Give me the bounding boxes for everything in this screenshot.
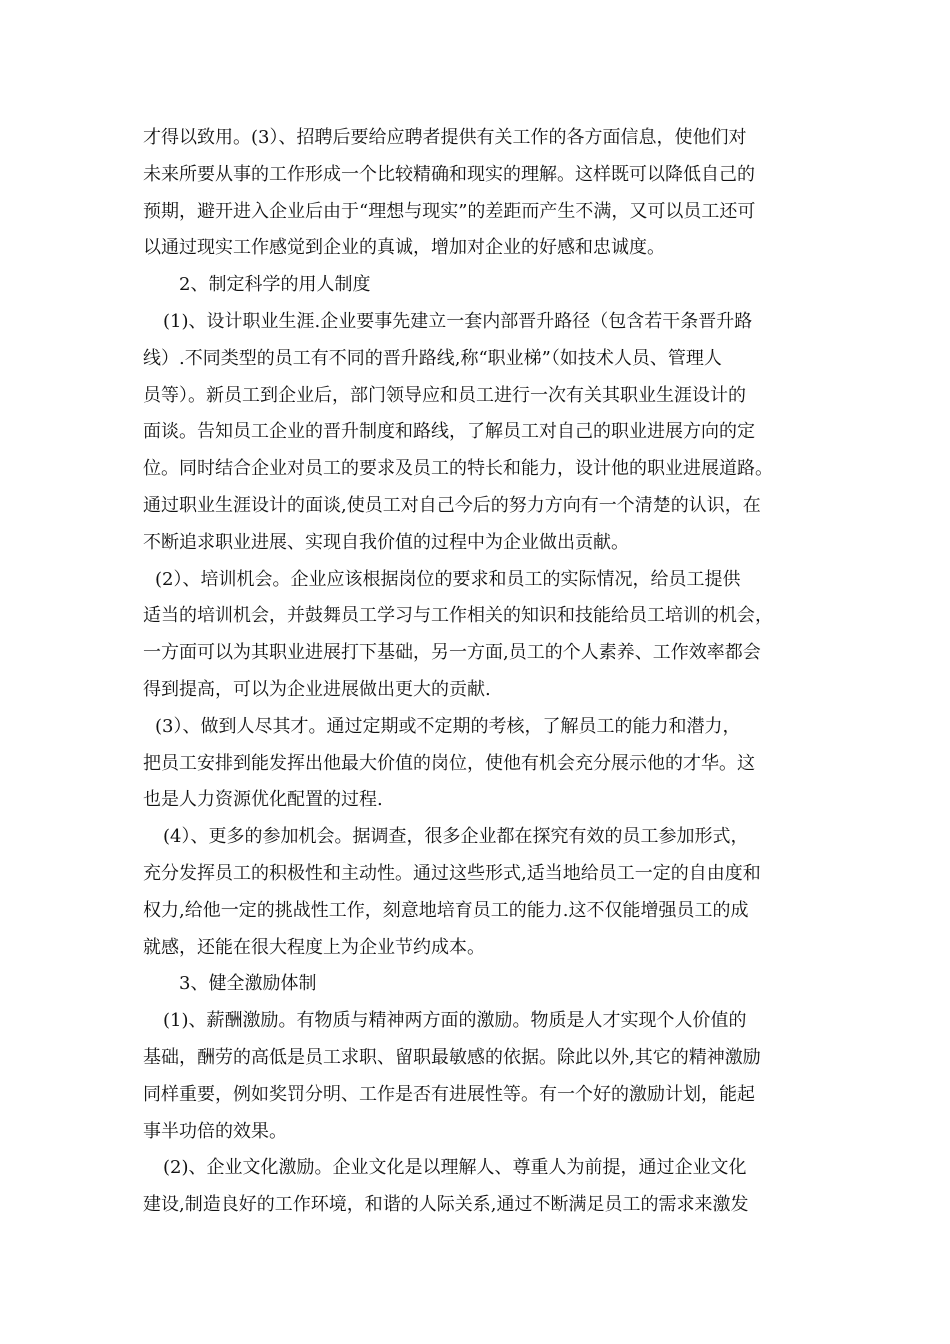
text-line: 未来所要从事的工作形成一个比较精确和现实的理解。这样既可以降低自己的 [143,163,755,185]
text-line: 以通过现实工作感觉到企业的真诚，增加对企业的好感和忠诚度。 [143,237,665,259]
text-line: 得到提高，可以为企业进展做出更大的贡献. [143,678,491,700]
text-line: (2）、培训机会。企业应该根据岗位的要求和员工的实际情况，给员工提供 [155,568,741,590]
text-line: (1)、薪酬激励。有物质与精神两方面的激励。物质是人才实现个人价值的 [163,1010,747,1032]
text-line: 一方面可以为其职业进展打下基础，另一方面,员工的个人素养、工作效率都会 [143,642,761,664]
text-line: 预期，避开进入企业后由于“理想与现实”的差距而产生不满，又可以员工还可 [143,200,756,222]
text-line: 员等）。新员工到企业后，部门领导应和员工进行一次有关其职业生涯设计的 [143,384,746,406]
text-line: 充分发挥员工的积极性和主动性。通过这些形式,适当地给员工一定的自由度和 [143,862,761,884]
section-heading: 3、健全激励体制 [179,973,317,995]
text-line: (3）、做到人尽其才。通过定期或不定期的考核，了解员工的能力和潜力， [155,715,741,737]
text-line: 就感，还能在很大程度上为企业节约成本。 [143,936,485,958]
text-line: (1)、设计职业生涯.企业要事先建立一套内部晋升路径（包含若干条晋升路 [163,310,753,332]
text-line: 适当的培训机会，并鼓舞员工学习与工作相关的知识和技能给员工培训的机会， [143,605,773,627]
document-body [143,120,807,1224]
text-line: (4）、更多的参加机会。据调查，很多企业都在探究有效的员工参加形式， [163,826,749,848]
text-line: 通过职业生涯设计的面谈,使员工对自己今后的努力方向有一个清楚的认识，在 [143,494,761,516]
text-line: 位。同时结合企业对员工的要求及员工的特长和能力，设计他的职业进展道路。 [143,458,773,480]
text-line: 同样重要，例如奖罚分明、工作是否有进展性等。有一个好的激励计划，能起 [143,1083,755,1105]
text-line: 也是人力资源优化配置的过程. [143,789,383,811]
text-line: (2)、企业文化激励。企业文化是以理解人、尊重人为前提，通过企业文化 [163,1157,747,1179]
text-line: 不断追求职业进展、实现自我价值的过程中为企业做出贡献。 [143,531,629,553]
text-line: 线）.不同类型的员工有不同的晋升路线,称“职业梯”（如技术人员、管理人 [143,347,722,369]
text-line: 才得以致用。(3）、招聘后要给应聘者提供有关工作的各方面信息，使他们对 [143,127,747,148]
text-line: 建设,制造良好的工作环境，和谐的人际关系,通过不断满足员工的需求来激发 [143,1194,749,1216]
text-line: 面谈。告知员工企业的晋升制度和路线，了解员工对自己的职业进展方向的定 [143,421,755,443]
text-line: 事半功倍的效果。 [143,1120,287,1142]
text-line: 基础，酬劳的高低是员工求职、留职最敏感的依据。除此以外,其它的精神激励 [143,1046,761,1068]
text-line: 把员工安排到能发挥出他最大价值的岗位，使他有机会充分展示他的才华。这 [143,752,755,774]
text-line: 权力,给他一定的挑战性工作，刻意地培育员工的能力.这不仅能增强员工的成 [143,899,749,921]
section-heading: 2、制定科学的用人制度 [179,274,371,296]
